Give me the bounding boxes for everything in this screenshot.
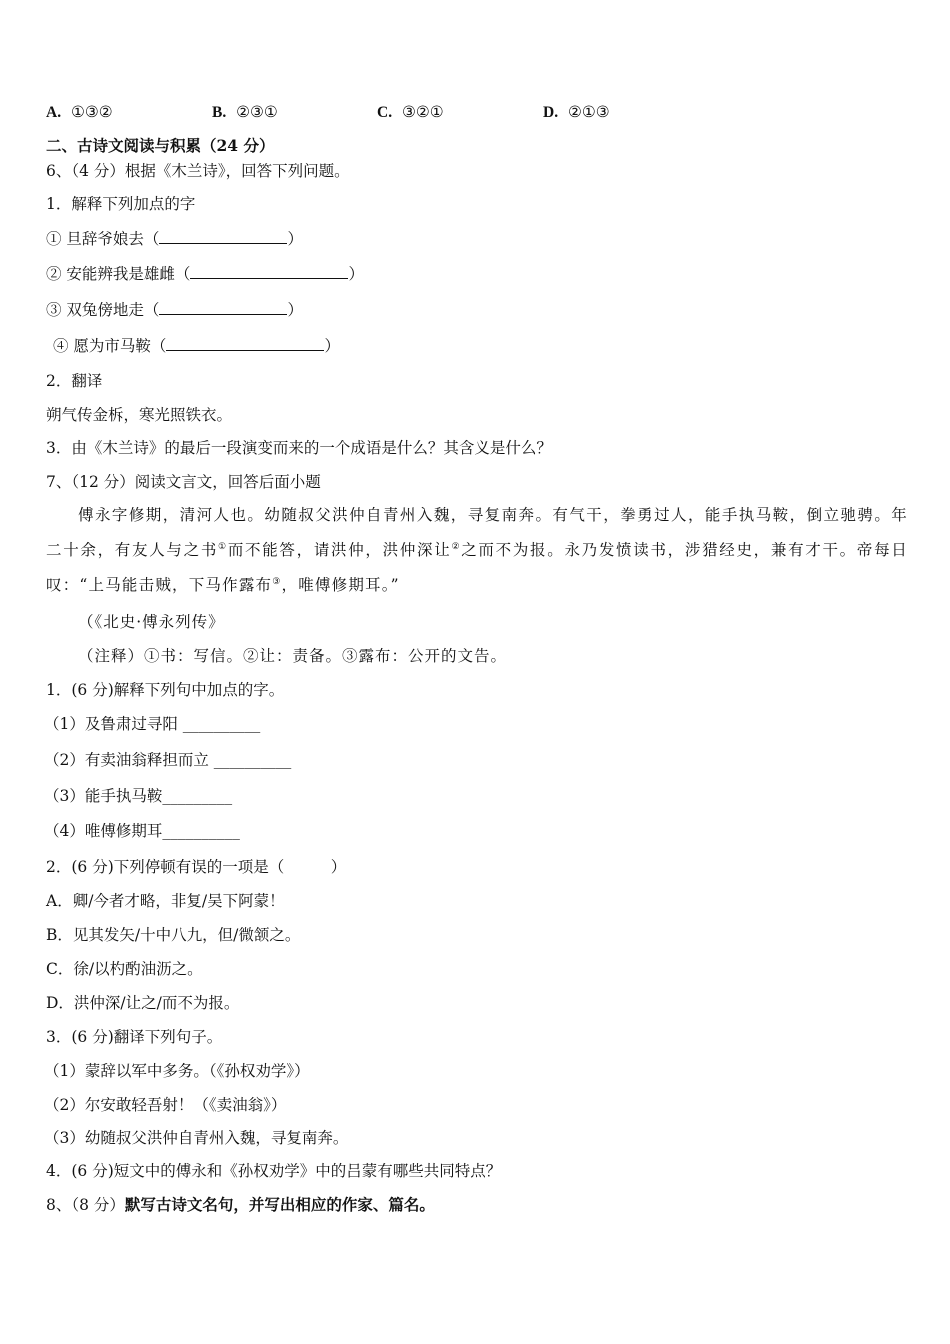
q6-part3: 3．由《木兰诗》的最后一段演变而来的一个成语是什么？其含义是什么？	[46, 439, 552, 457]
q7-sq2-option-d: D．洪仲深/让之/而不为报。	[46, 994, 240, 1012]
q7-sq1-item-4: （4）唯傅修期耳__________	[44, 822, 240, 840]
q6-part1-title: 1．解释下列加点的字	[46, 195, 196, 213]
option-d: D. ②①③	[543, 103, 610, 121]
q7-sq1-item-3: （3）能手执马鞍_________	[44, 787, 233, 805]
option-b: B. ②③①	[212, 103, 278, 121]
q7-sq2-title: 2．(6 分)下列停顿有误的一项是（ ）	[46, 858, 347, 876]
q7-sq3-item-2: （2）尔安敢轻吾射！（《卖油翁》）	[44, 1096, 287, 1114]
q6-item-2: ② 安能辨我是雄雌（ ）	[46, 265, 364, 283]
q7-stem: 7、（12 分）阅读文言文，回答后面小题	[46, 473, 321, 491]
q7-sq3-item-3: （3）幼随叔父洪仲自青州入魏，寻复南奔。	[44, 1129, 349, 1147]
q7-passage: 傅永字修期，清河人也。幼随叔父洪仲自青州入魏，寻复南奔。有气干，拳勇过人，能手执马鞍，倒立驰骋。年二十余，有友人与之书①而不能答，请洪仲，洪仲深让②之而不为报。永乃发愤读书，涉猎经史，兼有才干。帝每日叹：“上马能击贼，下马作露布③，唯傅修期耳。”	[46, 506, 908, 594]
q8-stem: 8、（8 分）默写古诗文名句，并写出相应的作家、篇名。	[46, 1195, 435, 1214]
option-a: A. ①③②	[46, 103, 113, 121]
q7-notes: （注释）①书：写信。②让：责备。③露布：公开的文告。	[78, 647, 508, 665]
option-c: C. ③②①	[377, 103, 444, 121]
q7-sq1-item-2: （2）有卖油翁释担而立 __________	[44, 751, 292, 769]
q7-sq4: 4．(6 分)短文中的傅永和《孙权劝学》中的吕蒙有哪些共同特点？	[46, 1162, 502, 1180]
q7-sq1-item-1: （1）及鲁肃过寻阳 __________	[44, 715, 261, 733]
q7-sq2-option-c: C．徐/以杓酌油沥之。	[46, 960, 203, 978]
q7-sq2-option-a: A．卿/今者才略，非复/吴下阿蒙！	[46, 892, 285, 910]
q7-sq1-title: 1．(6 分)解释下列句中加点的字。	[46, 681, 285, 699]
q6-stem: 6、（4 分）根据《木兰诗》，回答下列问题。	[46, 162, 350, 180]
section-heading: 二、古诗文阅读与积累（24 分）	[46, 136, 275, 155]
q7-sq3-title: 3．(6 分)翻译下列句子。	[46, 1028, 223, 1046]
q6-part2-title: 2．翻译	[46, 372, 103, 390]
q6-part2-sentence: 朔气传金柝，寒光照铁衣。	[46, 406, 233, 424]
q7-sq3-item-1: （1）蒙辞以军中多务。（《孙权劝学》）	[44, 1062, 310, 1080]
q6-item-4: ④ 愿为市马鞍（ ）	[53, 337, 340, 355]
q7-sq2-option-b: B．见其发矢/十中八九，但/微颔之。	[46, 926, 301, 944]
q6-item-3: ③ 双兔傍地走（ ）	[46, 301, 303, 319]
q6-item-1: ① 旦辞爷娘去（ ）	[46, 230, 303, 248]
q7-source: （《北史·傅永列传》	[78, 613, 225, 631]
